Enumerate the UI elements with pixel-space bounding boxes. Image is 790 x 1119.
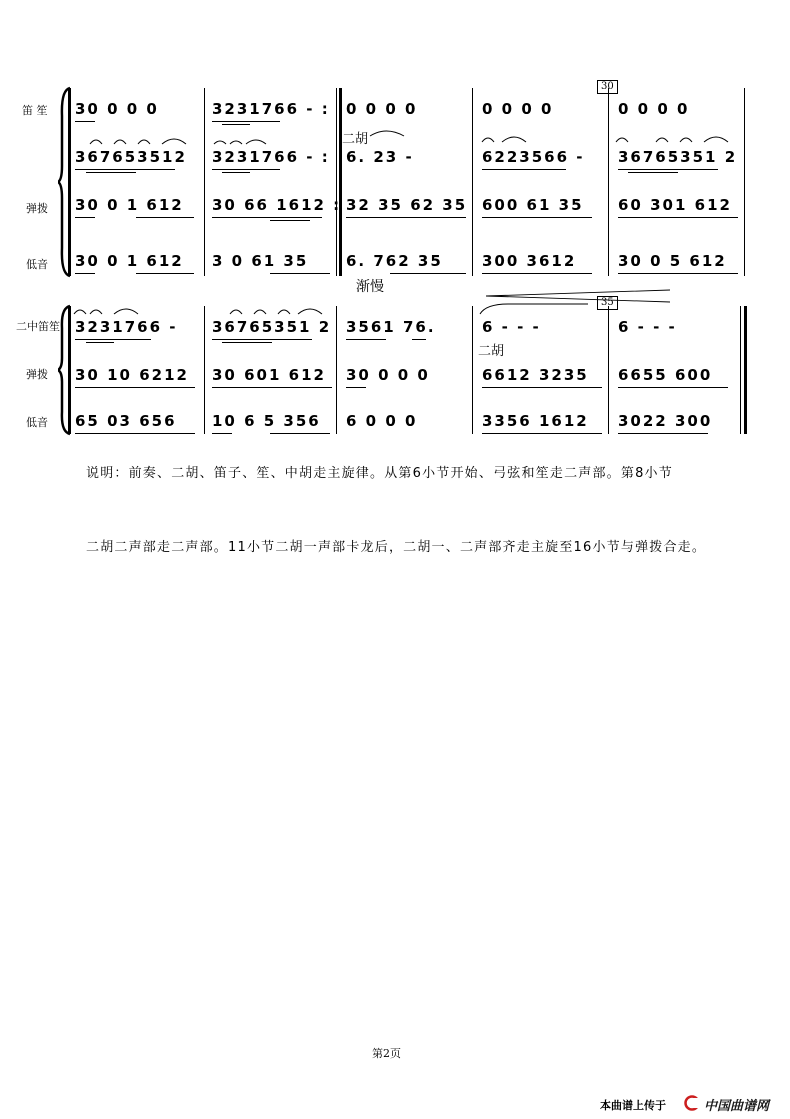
site-name[interactable]: 中国曲谱网 <box>704 1099 770 1114</box>
part-label-tanbo: 弹拨 <box>26 368 48 381</box>
part-label-tanbo: 弹拨 <box>26 202 48 215</box>
explanation-line-2: 二胡二声部走二声部。11小节二胡一声部卡龙后，二胡一、二声部齐走主旋至16小节与弹拨合走。 <box>86 540 707 555</box>
part-label-diyin: 低音 <box>26 416 48 429</box>
staff-row-dizi: 30 0 0 0 3231766 - : 0 0 0 0 0 0 0 0 0 0 0 0 <box>0 100 790 120</box>
upload-text: 本曲谱上传于 <box>600 1099 666 1112</box>
staff-row-diyin: 65 03 656 10 6 5 356 6 0 0 0 3356 1612 3022 300 <box>0 412 790 432</box>
staff-row-erzhong: 3231766 - 36765351 2 3561 76. 6 - - - 6 - - - <box>0 318 790 338</box>
staff-row-tanbo: 30 10 6212 30 601 612 30 0 0 0 6612 3235 6655 600 <box>0 366 790 386</box>
page-number: 第2页 <box>372 1047 401 1060</box>
staff-row-tanbo: 30 0 1 612 30 66 1612 : 32 35 62 35 600 61 35 60 301 612 <box>0 196 790 216</box>
part-label-dizi-sheng: 笛 笙 <box>22 104 48 117</box>
tempo-marking: 渐慢 <box>356 279 384 295</box>
part-label-diyin: 低音 <box>26 258 48 271</box>
staff-row-diyin: 30 0 1 612 3 0 61 35 6. 762 35 300 3612 30 0 5 612 <box>0 252 790 272</box>
part-label-erzhong-dizi-sheng: 二中笛笙 <box>16 320 60 333</box>
site-logo-icon <box>684 1095 702 1111</box>
explanation-line-1: 说明：前奏、二胡、笛子、笙、中胡走主旋律。从第6小节开始、弓弦和笙走二声部。第8小节 <box>86 466 673 481</box>
rehearsal-mark-30: 30 <box>597 80 618 94</box>
erhu-marking: 二胡 <box>478 344 505 359</box>
erhu-marking: 二胡 <box>342 132 369 147</box>
staff-row-voice2: 367653512 3231766 - : 6. 23 - 6223566 - 36765351 2 <box>0 148 790 168</box>
rehearsal-mark-35: 35 <box>597 296 618 310</box>
